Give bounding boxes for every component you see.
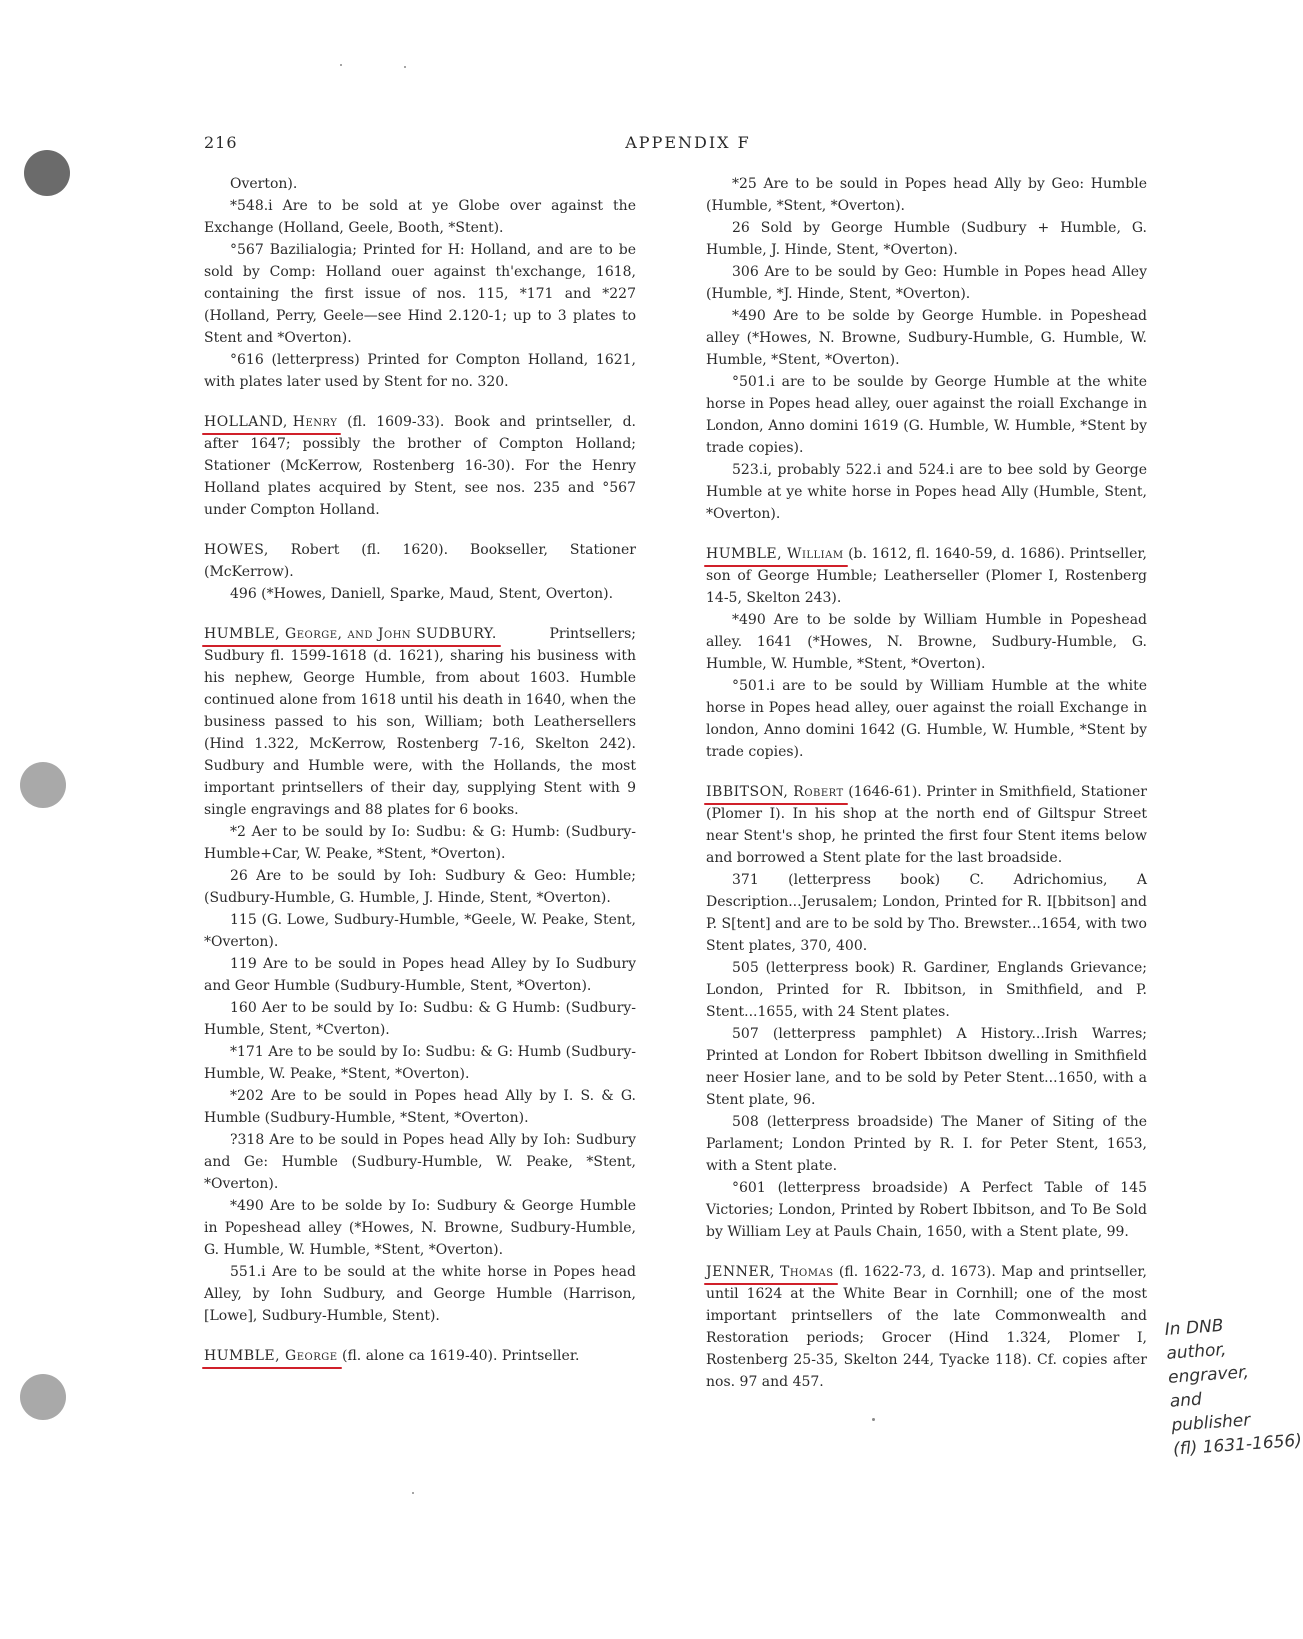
entry-text: *490 Are to be solde by William Humble in Popeshead alley. 1641 (*Howes, N. Browne, Sudbury-Humble, G. Humble, W. Humble, *Stent, *Overton). [706, 612, 1147, 672]
note-line: (fl) 1631-1656) [1172, 1430, 1303, 1460]
right-column [706, 173, 1147, 1393]
entry-text: °601 (letterpress broadside) A Perfect Table of 145 Victories; London, Printed by Robert Ibbitson, and To Be Sold by William Ley at Pauls Chain, 1650, with a Stent plate, 99. [706, 1180, 1147, 1240]
speck [412, 1492, 414, 1494]
entry-text: (fl. alone ca 1619-40). Printseller. [337, 1348, 580, 1364]
catalogue-entry [706, 305, 1147, 371]
entry-text: 523.i, probably 522.i and 524.i are to bee sold by George Humble at ye white horse in Popes head Ally (Humble, Stent, *Overton). [706, 462, 1147, 522]
entry-text: 551.i Are to be sould at the white horse in Popes head Alley, by Iohn Sudbury, and George Humble (Harrison, [Lowe], Sudbury-Humble, Stent). [204, 1264, 636, 1324]
entry-text: 508 (letterpress broadside) The Maner of Siting of the Parlament; London Printed by R. I. for Peter Stent, 1653, with a Stent plate. [706, 1114, 1147, 1174]
entry-text: °501.i are to be sould by William Humble at the white horse in Popes head alley, ouer against the roiall Exchange in london, Anno domini 1642 (G. Humble, W. Humble, *Stent by trade copies). [706, 678, 1147, 760]
name: HOWES, [204, 542, 269, 558]
catalogue-entry [204, 349, 636, 393]
underlined-name: JENNER, Thomas [706, 1261, 834, 1283]
entry-text: *490 Are to be solde by Io: Sudbury & George Humble in Popeshead alley (*Howes, N. Browne, Sudbury-Humble, G. Humble, W. Humble, *Stent, *Overton). [204, 1198, 636, 1258]
catalogue-entry [706, 1111, 1147, 1177]
entry-text: 371 (letterpress book) C. Adrichomius, A Description...Jerusalem; London, Printed for R. I[bbitson] and P. S[tent] and are to be sold by Tho. Brewster...1654, with two Stent plates, 370, 400. [706, 872, 1147, 954]
catalogue-entry [204, 821, 636, 865]
entry-text: *548.i Are to be sold at ye Globe over against the Exchange (Holland, Geele, Booth, *Stent). [204, 198, 636, 236]
catalogue-entry [204, 1041, 636, 1085]
entry-text: *490 Are to be solde by George Humble. in Popeshead alley (*Howes, N. Browne, Sudbury-Humble, G. Humble, W. Humble, *Stent, *Overton). [706, 308, 1147, 368]
catalogue-entry [706, 173, 1147, 217]
catalogue-entry [204, 583, 636, 605]
catalogue-entry [204, 1261, 636, 1327]
note-line: publisher [1170, 1410, 1251, 1436]
catalogue-entry [706, 371, 1147, 459]
name-entry [706, 781, 1147, 869]
catalogue-entry [706, 261, 1147, 305]
entry-text: °501.i are to be soulde by George Humble at the white horse in Popes head alley, ouer against the roiall Exchange in London, Anno domini 1619 (G. Humble, W. Humble, *Stent by trade copies). [706, 374, 1147, 456]
entry-text: *25 Are to be sould in Popes head Ally by Geo: Humble (Humble, *Stent, *Overton). [706, 176, 1147, 214]
entry-text: 505 (letterpress book) R. Gardiner, Englands Grievance; London, Printed for R. Ibbitson, in Smithfield, and P. Stent...1655, with 24 Stent plates. [706, 960, 1147, 1020]
name-entry [706, 543, 1147, 609]
name-entry [204, 411, 636, 521]
entry-text: °616 (letterpress) Printed for Compton Holland, 1621, with plates later used by Stent for no. 320. [204, 352, 636, 390]
entry-text: *171 Are to be sould by Io: Sudbu: & G: Humb (Sudbury-Humble, W. Peake, *Stent, *Overton). [204, 1044, 636, 1082]
speck [404, 66, 406, 68]
entry-text: (fl. 1609-33). Book and printseller, d. after 1647; possibly the brother of Compton Holland; Stationer (McKerrow, Rostenberg 16-30). For the Henry Holland plates acquired by Stent, see nos. 235 and °567 under Compton Holland. [204, 414, 636, 518]
entry-text: 306 Are to be sould by Geo: Humble in Popes head Alley (Humble, *J. Hinde, Stent, *Overton). [706, 264, 1147, 302]
entry-text: °567 Bazilialogia; Printed for H: Holland, and are to be sold by Comp: Holland ouer against th'exchange, 1618, containing the first issue of nos. 115, *171 and *227 (Holland, Perry, Geele—see Hind 2.120-1; up to 3 plates to Stent and *Overton). [204, 242, 636, 346]
note-line: In DNB [1164, 1315, 1225, 1340]
name-entry [204, 539, 636, 583]
catalogue-entry [706, 609, 1147, 675]
underlined-name: HUMBLE, William [706, 543, 844, 565]
catalogue-entry [706, 957, 1147, 1023]
name-entry [204, 1345, 636, 1367]
catalogue-entry [204, 865, 636, 909]
entry-text: 160 Aer to be sould by Io: Sudbu: & G Humb: (Sudbury-Humble, Stent, *Cverton). [204, 1000, 636, 1038]
entry-text: (b. 1612, fl. 1640-59, d. 1686). Printseller, son of George Humble; Leatherseller (Plomer I, Rostenberg 14-5, Skelton 243). [706, 546, 1147, 606]
speck [872, 1418, 875, 1421]
name-entry [706, 1261, 1147, 1393]
catalogue-entry [706, 675, 1147, 763]
entry-text: 496 (*Howes, Daniell, Sparke, Maud, Stent, Overton). [230, 586, 614, 602]
catalogue-entry [204, 909, 636, 953]
underlined-name: HOLLAND, Henry [204, 411, 337, 433]
entry-text: 115 (G. Lowe, Sudbury-Humble, *Geele, W. Peake, Stent, *Overton). [204, 912, 636, 950]
left-column [204, 173, 636, 1367]
name-entry [204, 623, 636, 821]
catalogue-entry [706, 217, 1147, 261]
binder-hole-top [24, 150, 70, 196]
underlined-name: IBBITSON, Robert [706, 781, 844, 803]
entry-text: Printsellers; Sudbury fl. 1599-1618 (d. 1621), sharing his business with his nephew, George Humble, from about 1603. Humble continued alone from 1618 until his death in 1640, when the business passed to his son, William; both Leathersellers (Hind 1.322, McKerrow, Rostenberg 7-16, Skelton 242). Sudbury and Humble were, with the Hollands, the most important printsellers of their day, supplying Stent with 9 single engravings and 88 plates for 6 books. [204, 626, 636, 818]
entry-text: 507 (letterpress pamphlet) A History...Irish Warres; Printed at London for Robert Ibbitson dwelling in Smithfield neer Hosier lane, and to be sold by Peter Stent...1650, with a Stent plate, 96. [706, 1026, 1147, 1108]
catalogue-entry [204, 1129, 636, 1195]
catalogue-entry [706, 1177, 1147, 1243]
catalogue-entry [706, 1023, 1147, 1111]
entry-text: *202 Are to be sould in Popes head Ally by I. S. & G. Humble (Sudbury-Humble, *Stent, *Overton). [204, 1088, 636, 1126]
binder-hole-middle [20, 762, 66, 808]
underlined-name: HUMBLE, George, and John SUDBURY. [204, 623, 497, 645]
underlined-name: HUMBLE, George [204, 1345, 338, 1367]
entry-text: *2 Aer to be sould by Io: Sudbu: & G: Humb: (Sudbury-Humble+Car, W. Peake, *Stent, *Overton). [204, 824, 636, 862]
entry-text: Robert (fl. 1620). Bookseller, Stationer (McKerrow). [204, 542, 636, 580]
entry-text: ?318 Are to be sould in Popes head Ally by Ioh: Sudbury and Ge: Humble (Sudbury-Humble, W. Peake, *Stent, *Overton). [204, 1132, 636, 1192]
note-line: engraver, [1167, 1362, 1250, 1388]
catalogue-entry [204, 195, 636, 239]
entry-text: (1646-61). Printer in Smithfield, Stationer (Plomer I). In his shop at the north end of Giltspur Street near Stent's shop, he printed the first four Stent items below and borrowed a Stent plate for the last broadside. [706, 784, 1147, 866]
catalogue-entry [204, 239, 636, 349]
running-title: APPENDIX F [625, 133, 751, 152]
entry-text: 119 Are to be sould in Popes head Alley by Io Sudbury and Geor Humble (Sudbury-Humble, Stent, *Overton). [204, 956, 636, 994]
catalogue-entry [706, 459, 1147, 525]
speck [340, 64, 342, 66]
catalogue-entry [706, 869, 1147, 957]
entry-text: (fl. 1622-73, d. 1673). Map and printseller, until 1624 at the White Bear in Cornhill; one of the most important printsellers of the late Commonwealth and Restoration periods; Grocer (Hind 1.324, Plomer I, Rostenberg 25-35, Skelton 244, Tyacke 118). Cf. copies after nos. 97 and 457. [706, 1264, 1147, 1390]
note-line: and [1169, 1389, 1203, 1412]
catalogue-entry [204, 173, 636, 195]
entry-text: 26 Are to be sould by Ioh: Sudbury & Geo: Humble; (Sudbury-Humble, G. Humble, J. Hinde, Stent, *Overton). [204, 868, 636, 906]
entry-text: Overton). [230, 176, 298, 192]
handwritten-note [1164, 1311, 1303, 1461]
catalogue-entry [204, 1085, 636, 1129]
catalogue-entry [204, 1195, 636, 1261]
page-number: 216 [204, 133, 238, 152]
binder-hole-bottom [20, 1374, 66, 1420]
entry-text: 26 Sold by George Humble (Sudbury + Humble, G. Humble, J. Hinde, Stent, *Overton). [706, 220, 1147, 258]
note-line: author, [1165, 1339, 1227, 1364]
catalogue-entry [204, 997, 636, 1041]
catalogue-entry [204, 953, 636, 997]
